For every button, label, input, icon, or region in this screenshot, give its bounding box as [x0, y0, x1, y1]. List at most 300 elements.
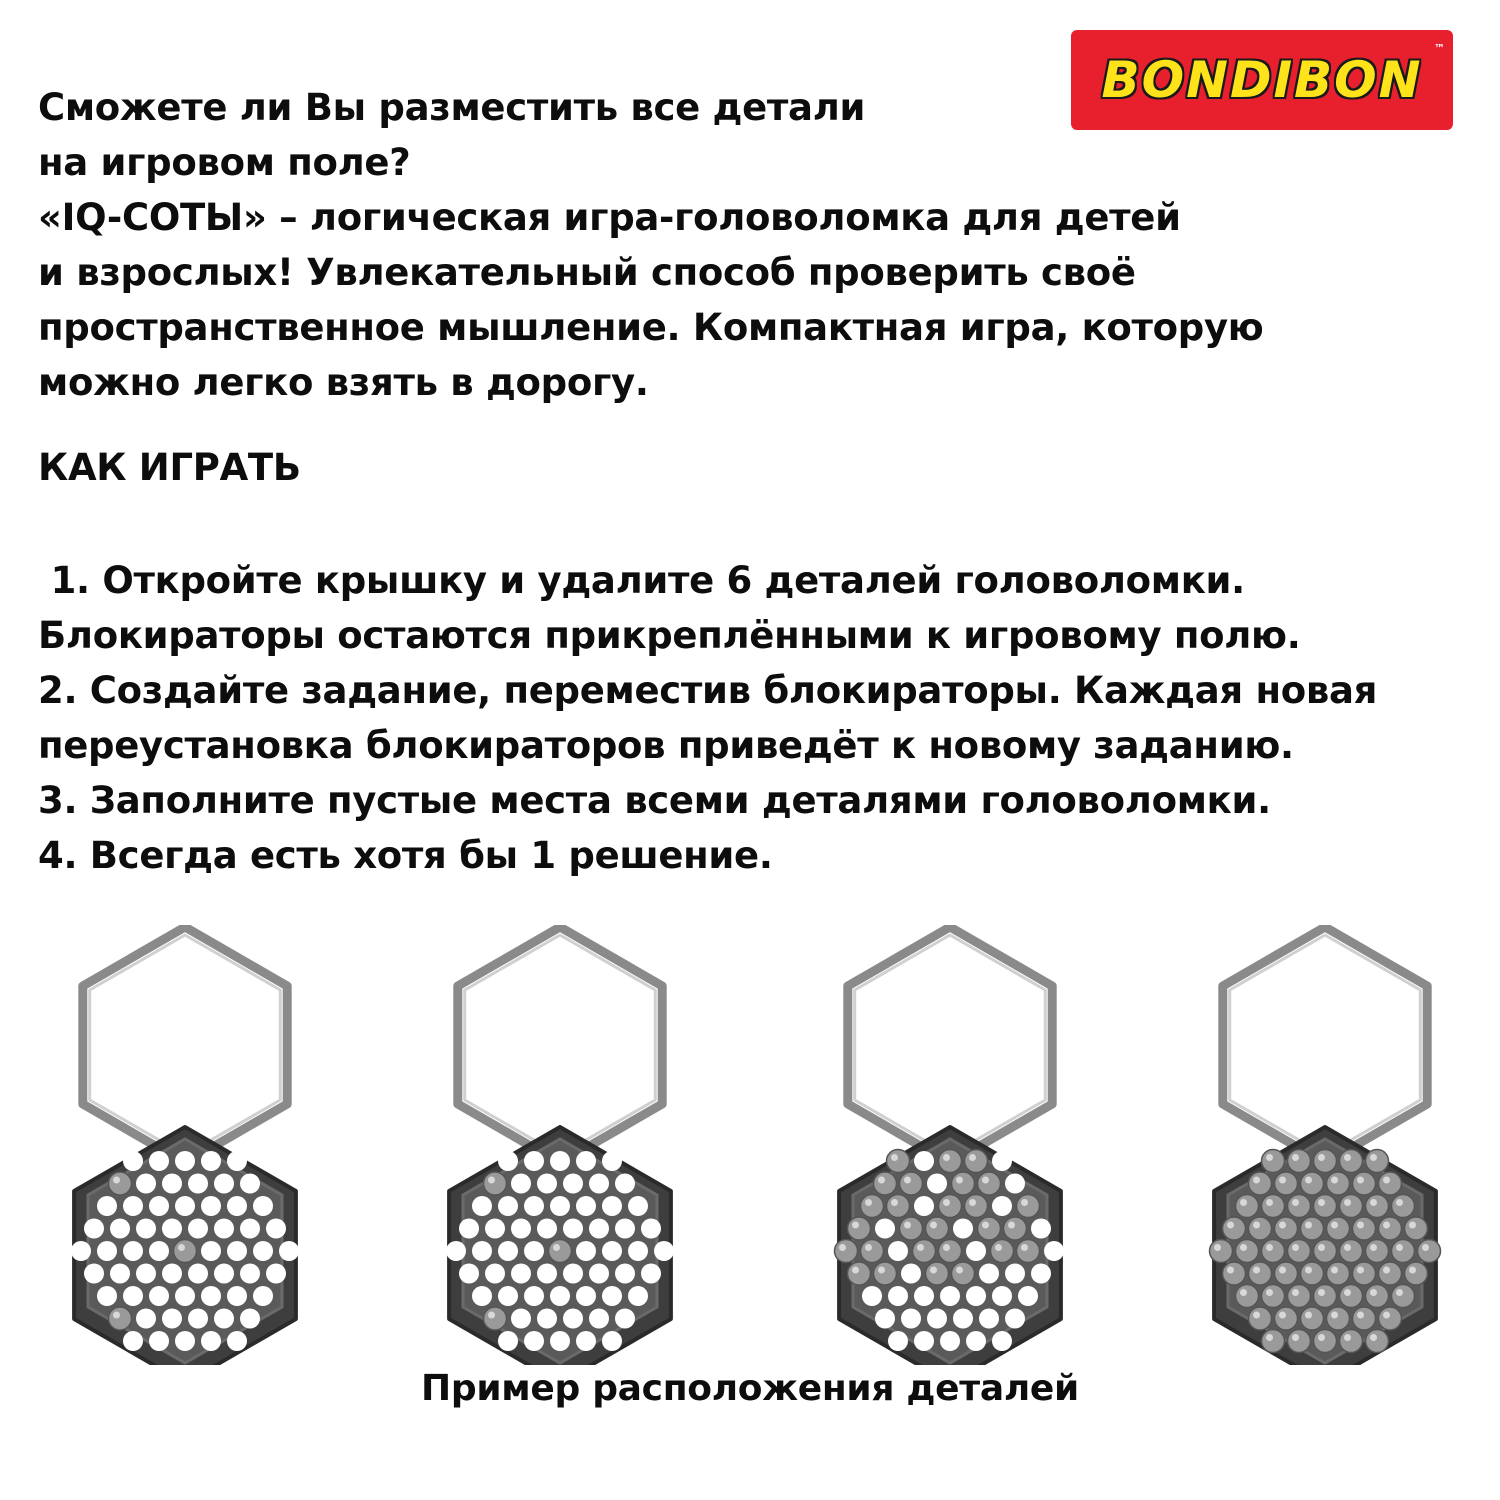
- ball-highlight: [1357, 1222, 1364, 1229]
- hole: [1031, 1264, 1051, 1284]
- ball-highlight: [1331, 1177, 1338, 1184]
- hole: [602, 1196, 622, 1216]
- ball-highlight: [1344, 1154, 1351, 1161]
- hole: [602, 1331, 622, 1351]
- ball: [1275, 1307, 1298, 1330]
- hole: [1005, 1174, 1025, 1194]
- ball: [1249, 1262, 1272, 1285]
- ball: [1340, 1330, 1363, 1353]
- hole: [123, 1196, 143, 1216]
- hole: [201, 1241, 221, 1261]
- hole: [979, 1309, 999, 1329]
- hole: [201, 1151, 221, 1171]
- ball-highlight: [982, 1177, 989, 1184]
- ball-highlight: [1305, 1312, 1312, 1319]
- ball-highlight: [1253, 1177, 1260, 1184]
- ball: [835, 1240, 858, 1263]
- ball-highlight: [1305, 1177, 1312, 1184]
- hole: [240, 1309, 260, 1329]
- ball-highlight: [1318, 1334, 1325, 1341]
- ball: [887, 1195, 910, 1218]
- hole: [953, 1309, 973, 1329]
- ball: [1379, 1172, 1402, 1195]
- hole: [1005, 1264, 1025, 1284]
- ball-highlight: [1253, 1312, 1260, 1319]
- ball-highlight: [943, 1199, 950, 1206]
- hole: [615, 1309, 635, 1329]
- hole: [110, 1219, 130, 1239]
- hole: [1018, 1286, 1038, 1306]
- ball: [900, 1217, 923, 1240]
- hole: [901, 1264, 921, 1284]
- hole: [266, 1264, 286, 1284]
- ball-highlight: [904, 1222, 911, 1229]
- hole: [550, 1196, 570, 1216]
- ball: [1340, 1285, 1363, 1308]
- ball-highlight: [1292, 1289, 1299, 1296]
- hole: [498, 1151, 518, 1171]
- ball: [174, 1240, 197, 1263]
- hole: [615, 1264, 635, 1284]
- ball-highlight: [1292, 1199, 1299, 1206]
- hole: [888, 1241, 908, 1261]
- how-to-play-heading: КАК ИГРАТЬ: [38, 446, 301, 489]
- hole: [279, 1241, 299, 1261]
- hole: [927, 1174, 947, 1194]
- ball: [1004, 1217, 1027, 1240]
- ball-highlight: [1383, 1312, 1390, 1319]
- hole: [628, 1286, 648, 1306]
- logo-text: BONDIBON: [1101, 51, 1423, 109]
- ball: [1236, 1240, 1259, 1263]
- hole: [136, 1219, 156, 1239]
- hole: [84, 1219, 104, 1239]
- ball: [1405, 1262, 1428, 1285]
- ball: [1262, 1195, 1285, 1218]
- intro-line: пространственное мышление. Компактная игра, которую: [38, 306, 1264, 349]
- ball-highlight: [1331, 1222, 1338, 1229]
- hole: [459, 1264, 479, 1284]
- hole: [524, 1241, 544, 1261]
- ball-highlight: [1344, 1334, 1351, 1341]
- ball: [109, 1172, 132, 1195]
- hole: [537, 1309, 557, 1329]
- hole: [602, 1151, 622, 1171]
- ball: [1392, 1195, 1415, 1218]
- hole: [240, 1264, 260, 1284]
- step-line: 1. Откройте крышку и удалите 6 деталей головоломки.: [38, 559, 1245, 602]
- ball-highlight: [1396, 1289, 1403, 1296]
- ball-highlight: [1266, 1289, 1273, 1296]
- ball-highlight: [943, 1154, 950, 1161]
- ball-highlight: [1240, 1289, 1247, 1296]
- ball: [952, 1172, 975, 1195]
- hole: [615, 1219, 635, 1239]
- hole: [149, 1286, 169, 1306]
- hole: [201, 1286, 221, 1306]
- ball-highlight: [488, 1177, 495, 1184]
- hole: [266, 1219, 286, 1239]
- hole: [175, 1151, 195, 1171]
- hole: [966, 1331, 986, 1351]
- ball-highlight: [982, 1222, 989, 1229]
- ball: [1288, 1195, 1311, 1218]
- ball-highlight: [1422, 1244, 1429, 1251]
- hole: [188, 1219, 208, 1239]
- ball: [1301, 1262, 1324, 1285]
- ball: [1314, 1330, 1337, 1353]
- ball-highlight: [1266, 1199, 1273, 1206]
- ball: [900, 1172, 923, 1195]
- hole: [446, 1241, 466, 1261]
- ball-highlight: [1279, 1222, 1286, 1229]
- ball: [1017, 1195, 1040, 1218]
- ball: [861, 1240, 884, 1263]
- ball: [848, 1262, 871, 1285]
- ball-highlight: [1409, 1267, 1416, 1274]
- ball: [1249, 1307, 1272, 1330]
- hole: [615, 1174, 635, 1194]
- ball: [1379, 1262, 1402, 1285]
- ball: [1366, 1285, 1389, 1308]
- intro-line: «IQ-СОТЫ» – логическая игра-головоломка для детей: [38, 196, 1181, 239]
- ball: [1340, 1240, 1363, 1263]
- ball: [965, 1195, 988, 1218]
- ball: [1327, 1307, 1350, 1330]
- ball: [1366, 1240, 1389, 1263]
- ball-highlight: [1240, 1244, 1247, 1251]
- hole: [927, 1309, 947, 1329]
- game-case-4: [1160, 925, 1490, 1365]
- ball: [1327, 1172, 1350, 1195]
- ball: [874, 1172, 897, 1195]
- ball-highlight: [1305, 1222, 1312, 1229]
- hole: [979, 1264, 999, 1284]
- hole: [175, 1331, 195, 1351]
- ball: [1288, 1330, 1311, 1353]
- ball: [926, 1262, 949, 1285]
- ball: [1236, 1285, 1259, 1308]
- ball-highlight: [1357, 1267, 1364, 1274]
- ball: [1314, 1285, 1337, 1308]
- hole: [589, 1309, 609, 1329]
- hole: [914, 1151, 934, 1171]
- hole: [576, 1331, 596, 1351]
- hole: [214, 1264, 234, 1284]
- ball-highlight: [1331, 1312, 1338, 1319]
- bondibon-logo: [1071, 30, 1453, 130]
- ball-highlight: [1240, 1199, 1247, 1206]
- hole: [602, 1286, 622, 1306]
- ball-highlight: [1266, 1244, 1273, 1251]
- hole: [992, 1331, 1012, 1351]
- ball-highlight: [995, 1244, 1002, 1251]
- hole: [97, 1286, 117, 1306]
- hole: [914, 1331, 934, 1351]
- hole: [576, 1196, 596, 1216]
- hole: [485, 1264, 505, 1284]
- intro-text: [38, 80, 1264, 410]
- hole: [498, 1286, 518, 1306]
- hole: [188, 1264, 208, 1284]
- hole: [654, 1241, 674, 1261]
- hole: [84, 1264, 104, 1284]
- ball-highlight: [1383, 1267, 1390, 1274]
- hole: [227, 1286, 247, 1306]
- game-case-3: [785, 925, 1115, 1365]
- hole: [136, 1264, 156, 1284]
- ball-highlight: [865, 1244, 872, 1251]
- ball-highlight: [1214, 1244, 1221, 1251]
- ball-highlight: [1253, 1267, 1260, 1274]
- hole: [175, 1286, 195, 1306]
- hole: [162, 1264, 182, 1284]
- ball-highlight: [113, 1312, 120, 1319]
- hole: [888, 1286, 908, 1306]
- step-line: 4. Всегда есть хотя бы 1 решение.: [38, 834, 773, 877]
- hole: [123, 1331, 143, 1351]
- ball-highlight: [1370, 1154, 1377, 1161]
- caption: Пример расположения деталей: [421, 1368, 1079, 1409]
- hole: [472, 1241, 492, 1261]
- hole: [485, 1219, 505, 1239]
- ball: [1340, 1150, 1363, 1173]
- ball: [991, 1240, 1014, 1263]
- ball-highlight: [1331, 1267, 1338, 1274]
- hole: [537, 1219, 557, 1239]
- step-line: 3. Заполните пустые места всеми деталями головоломки.: [38, 779, 1271, 822]
- hole: [940, 1286, 960, 1306]
- hole: [901, 1309, 921, 1329]
- ball-highlight: [1344, 1199, 1351, 1206]
- ball: [1327, 1217, 1350, 1240]
- hole: [175, 1196, 195, 1216]
- ball: [1275, 1217, 1298, 1240]
- steps-list: [38, 553, 1377, 883]
- ball-highlight: [1370, 1334, 1377, 1341]
- ball-highlight: [917, 1244, 924, 1251]
- hole: [1044, 1241, 1064, 1261]
- ball: [1353, 1307, 1376, 1330]
- ball-highlight: [878, 1267, 885, 1274]
- ball: [952, 1262, 975, 1285]
- intro-line: на игровом поле?: [38, 141, 411, 184]
- ball-highlight: [930, 1222, 937, 1229]
- ball: [1366, 1330, 1389, 1353]
- ball-highlight: [852, 1222, 859, 1229]
- game-examples: [0, 925, 1500, 1365]
- ball-highlight: [839, 1244, 846, 1251]
- ball-highlight: [930, 1267, 937, 1274]
- ball: [1262, 1240, 1285, 1263]
- ball-highlight: [956, 1267, 963, 1274]
- ball: [1288, 1240, 1311, 1263]
- hole: [628, 1196, 648, 1216]
- ball-highlight: [1227, 1267, 1234, 1274]
- ball: [1366, 1195, 1389, 1218]
- hole: [641, 1219, 661, 1239]
- hole: [253, 1286, 273, 1306]
- hole: [992, 1151, 1012, 1171]
- hole: [188, 1309, 208, 1329]
- ball: [1418, 1240, 1441, 1263]
- hole: [524, 1196, 544, 1216]
- intro-line: и взрослых! Увлекательный способ проверить своё: [38, 251, 1136, 294]
- hole: [576, 1151, 596, 1171]
- ball: [1353, 1172, 1376, 1195]
- hole: [966, 1241, 986, 1261]
- ball-highlight: [1305, 1267, 1312, 1274]
- ball: [1223, 1217, 1246, 1240]
- ball: [1392, 1240, 1415, 1263]
- hole: [97, 1241, 117, 1261]
- ball: [1262, 1150, 1285, 1173]
- hole: [992, 1196, 1012, 1216]
- ball: [1314, 1150, 1337, 1173]
- ball-highlight: [1227, 1222, 1234, 1229]
- hole: [110, 1264, 130, 1284]
- game-case-1: [20, 925, 350, 1365]
- hole: [641, 1264, 661, 1284]
- hole: [214, 1309, 234, 1329]
- hole: [136, 1309, 156, 1329]
- hole: [862, 1286, 882, 1306]
- hole: [149, 1241, 169, 1261]
- ball-highlight: [1409, 1222, 1416, 1229]
- hole: [214, 1219, 234, 1239]
- ball: [1314, 1195, 1337, 1218]
- hole: [992, 1286, 1012, 1306]
- hole: [97, 1196, 117, 1216]
- ball-highlight: [1008, 1222, 1015, 1229]
- hole: [914, 1286, 934, 1306]
- ball-highlight: [488, 1312, 495, 1319]
- hole: [188, 1174, 208, 1194]
- hole: [253, 1196, 273, 1216]
- ball: [939, 1150, 962, 1173]
- ball: [939, 1240, 962, 1263]
- ball: [109, 1307, 132, 1330]
- ball-highlight: [969, 1199, 976, 1206]
- hole: [498, 1241, 518, 1261]
- ball: [887, 1150, 910, 1173]
- ball-highlight: [865, 1199, 872, 1206]
- hole: [149, 1151, 169, 1171]
- ball-highlight: [1318, 1289, 1325, 1296]
- ball: [1275, 1262, 1298, 1285]
- ball: [1249, 1172, 1272, 1195]
- hole: [524, 1151, 544, 1171]
- hole: [589, 1264, 609, 1284]
- ball: [926, 1217, 949, 1240]
- ball-highlight: [1292, 1244, 1299, 1251]
- ball-highlight: [1279, 1312, 1286, 1319]
- hole: [511, 1309, 531, 1329]
- ball: [1327, 1262, 1350, 1285]
- hole: [511, 1264, 531, 1284]
- hole: [537, 1264, 557, 1284]
- ball-highlight: [113, 1177, 120, 1184]
- ball-highlight: [1370, 1199, 1377, 1206]
- hole: [123, 1241, 143, 1261]
- hole: [576, 1286, 596, 1306]
- hole: [459, 1219, 479, 1239]
- ball: [1340, 1195, 1363, 1218]
- hole: [162, 1309, 182, 1329]
- ball: [978, 1172, 1001, 1195]
- ball: [1288, 1150, 1311, 1173]
- ball-highlight: [904, 1177, 911, 1184]
- intro-line: можно легко взять в дорогу.: [38, 361, 649, 404]
- ball-highlight: [1396, 1244, 1403, 1251]
- ball: [1405, 1217, 1428, 1240]
- ball: [1236, 1195, 1259, 1218]
- step-line: Блокираторы остаются прикреплёнными к игровому полю.: [38, 614, 1301, 657]
- ball: [848, 1217, 871, 1240]
- ball: [1366, 1150, 1389, 1173]
- ball-highlight: [1021, 1199, 1028, 1206]
- ball-highlight: [1292, 1154, 1299, 1161]
- hole: [201, 1331, 221, 1351]
- ball-highlight: [852, 1267, 859, 1274]
- hole: [966, 1286, 986, 1306]
- step-line: переустановка блокираторов приведёт к новому заданию.: [38, 724, 1294, 767]
- ball-highlight: [1318, 1244, 1325, 1251]
- hole: [511, 1219, 531, 1239]
- ball: [1314, 1240, 1337, 1263]
- hole: [227, 1331, 247, 1351]
- ball-highlight: [1370, 1289, 1377, 1296]
- hole: [71, 1241, 91, 1261]
- ball: [874, 1262, 897, 1285]
- ball-highlight: [1279, 1177, 1286, 1184]
- hole: [576, 1241, 596, 1261]
- hole: [563, 1174, 583, 1194]
- ball: [484, 1172, 507, 1195]
- hole: [628, 1241, 648, 1261]
- hole: [953, 1219, 973, 1239]
- hole: [875, 1309, 895, 1329]
- hole: [563, 1219, 583, 1239]
- hole: [1005, 1309, 1025, 1329]
- ball-highlight: [1266, 1334, 1273, 1341]
- hole: [227, 1241, 247, 1261]
- hole: [602, 1241, 622, 1261]
- ball-highlight: [1357, 1177, 1364, 1184]
- ball: [1392, 1285, 1415, 1308]
- ball: [965, 1150, 988, 1173]
- ball-highlight: [1344, 1289, 1351, 1296]
- ball: [1301, 1172, 1324, 1195]
- ball-highlight: [891, 1154, 898, 1161]
- ball-highlight: [1357, 1312, 1364, 1319]
- hole: [162, 1174, 182, 1194]
- ball: [1301, 1217, 1324, 1240]
- trademark-sign: ™: [1434, 42, 1445, 55]
- hole: [227, 1196, 247, 1216]
- hole: [498, 1196, 518, 1216]
- hole: [162, 1219, 182, 1239]
- ball-highlight: [1253, 1222, 1260, 1229]
- hole: [472, 1286, 492, 1306]
- hole: [240, 1174, 260, 1194]
- ball-highlight: [1383, 1177, 1390, 1184]
- hole: [253, 1241, 273, 1261]
- ball-highlight: [891, 1199, 898, 1206]
- hole: [914, 1196, 934, 1216]
- hole: [888, 1331, 908, 1351]
- ball-highlight: [1370, 1244, 1377, 1251]
